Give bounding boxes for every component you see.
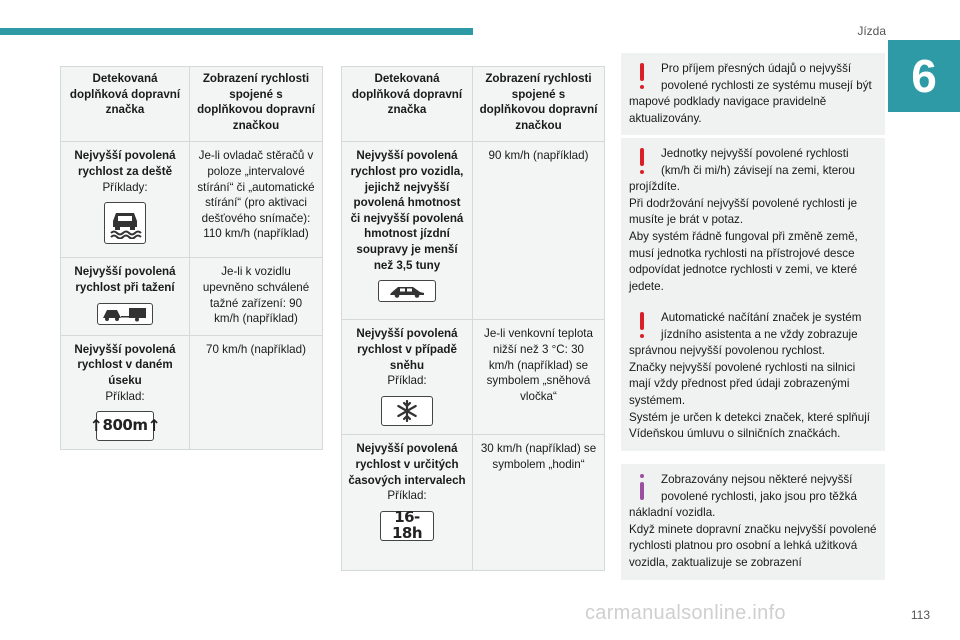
note-text: Značky nejvyšší povolené rychlosti na silnici mají vždy přednost před údaji zobrazenými systémem. xyxy=(629,360,856,407)
warning-exclamation-icon xyxy=(635,63,651,93)
chapter-tab: 6 xyxy=(888,40,960,112)
time-interval-icon xyxy=(380,508,434,542)
sign-cell xyxy=(61,335,190,449)
sign-distance-text: 800m xyxy=(102,416,148,435)
sign-table-right xyxy=(341,66,605,571)
sign-title: Nejvyšší povolená rychlost za deště xyxy=(74,149,176,178)
speed-description: 30 km/h (například) se symbolem „hodin“ xyxy=(473,435,605,571)
passenger-car-icon xyxy=(378,280,436,302)
speed-description: Je-li ovladač stěračů v poloze „intervalové stírání“ či „automatické stírání“ (pro aktivaci dešťového snímače): 110 km/h (například) xyxy=(190,142,323,258)
speed-description: 90 km/h (například) xyxy=(473,142,605,320)
page-number: 113 xyxy=(910,608,930,622)
speed-description: Je-li k vozidlu upevněno schválené tažné zařízení: 90 km/h (například) xyxy=(190,258,323,335)
sign-caption: Příklad: xyxy=(387,489,427,503)
wet-road-car-icon xyxy=(104,202,146,244)
warning-note xyxy=(621,53,885,135)
sign-cell xyxy=(342,142,473,320)
header-accent-bar xyxy=(0,28,473,35)
sign-caption: Příklady: xyxy=(102,180,148,194)
table-row xyxy=(61,142,323,258)
table-row xyxy=(342,142,605,320)
table-row xyxy=(342,320,605,435)
info-note xyxy=(621,464,885,580)
distance-arrows-icon: ↑ 800m ↑ xyxy=(96,411,154,441)
table-header-cell: Detekovaná doplňková dopravní značka xyxy=(342,67,473,142)
speed-description: 70 km/h (například) xyxy=(190,335,323,449)
note-text: Pro příjem přesných údajů o nejvyšší povolené rychlosti ze systému musejí být mapové podklady navigace pravidelně aktualizovány. xyxy=(629,62,872,125)
table-header-row xyxy=(61,67,323,142)
sign-cell xyxy=(342,435,473,571)
note-text: Při dodržování nejvyšší povolené rychlosti je musíte je brát v potaz. xyxy=(629,196,858,227)
sign-table-left xyxy=(60,66,323,450)
warning-note xyxy=(621,302,885,451)
info-i-icon xyxy=(635,474,651,504)
table-header-cell: Zobrazení rychlosti spojené s doplňkovou dopravní značkou xyxy=(190,67,323,142)
table-header-cell: Zobrazení rychlosti spojené s doplňkovou dopravní značkou xyxy=(473,67,605,142)
warning-note xyxy=(621,138,885,303)
table-row xyxy=(342,435,605,571)
snowflake-icon xyxy=(381,396,433,426)
table-header-row xyxy=(342,67,605,142)
sign-title: Nejvyšší povolená rychlost v případě sněhu xyxy=(356,327,458,372)
warning-exclamation-icon xyxy=(635,312,651,342)
warning-exclamation-icon xyxy=(635,148,651,178)
sign-cell xyxy=(342,320,473,435)
sign-cell xyxy=(61,142,190,258)
note-text: Automatické načítání značek je systém jízdního asistenta a ne vždy zobrazuje správnou nejvyšší povolenou rychlost. xyxy=(629,311,862,358)
note-text: Když minete dopravní značku nejvyšší povolené rychlosti platnou pro osobní a lehká užitková vozidla, zaktualizuje se zobrazení xyxy=(629,522,877,569)
section-title: Jízda xyxy=(857,24,886,38)
sign-caption: Příklad: xyxy=(105,389,145,403)
sign-title: Nejvyšší povolená rychlost v daném úseku xyxy=(74,342,176,387)
sign-title: Nejvyšší povolená rychlost v určitých časových intervalech xyxy=(348,442,466,487)
sign-time-text: 16-18h xyxy=(391,508,423,542)
sign-caption: Příklad: xyxy=(387,374,427,388)
note-text: Systém je určen k detekci značek, které splňují Vídeňskou úmluvu o silničních značkách. xyxy=(629,410,871,441)
watermark: carmanualsonline.info xyxy=(585,602,786,624)
speed-description: Je-li venkovní teplota nižší než 3 °C: 30 km/h (například) se symbolem „sněhová vločka“ xyxy=(473,320,605,435)
table-header-cell: Detekovaná doplňková dopravní značka xyxy=(61,67,190,142)
note-text: Jednotky nejvyšší povolené rychlosti (km/h či mi/h) závisejí na zemi, kterou projíždíte. xyxy=(629,147,855,194)
sign-title: Nejvyšší povolená rychlost pro vozidla, jejichž nejvyšší povolená hmotnost či nejvyšší povolená hmotnost jízdní soupravy je menší než 3,5 tuny xyxy=(350,149,464,272)
car-with-trailer-icon xyxy=(97,303,153,325)
sign-cell xyxy=(61,258,190,335)
table-row xyxy=(61,335,323,449)
table-row xyxy=(61,258,323,335)
sign-title: Nejvyšší povolená rychlost při tažení xyxy=(74,265,176,294)
note-text: Zobrazovány nejsou některé nejvyšší povolené rychlosti, jako jsou pro těžká nákladní vozidla. xyxy=(629,473,857,520)
note-text: Aby systém řádně fungoval při změně země, musí jednotka rychlosti na přístrojové desce odpovídat jednotce rychlosti v zemi, ve které jedete. xyxy=(629,229,858,293)
